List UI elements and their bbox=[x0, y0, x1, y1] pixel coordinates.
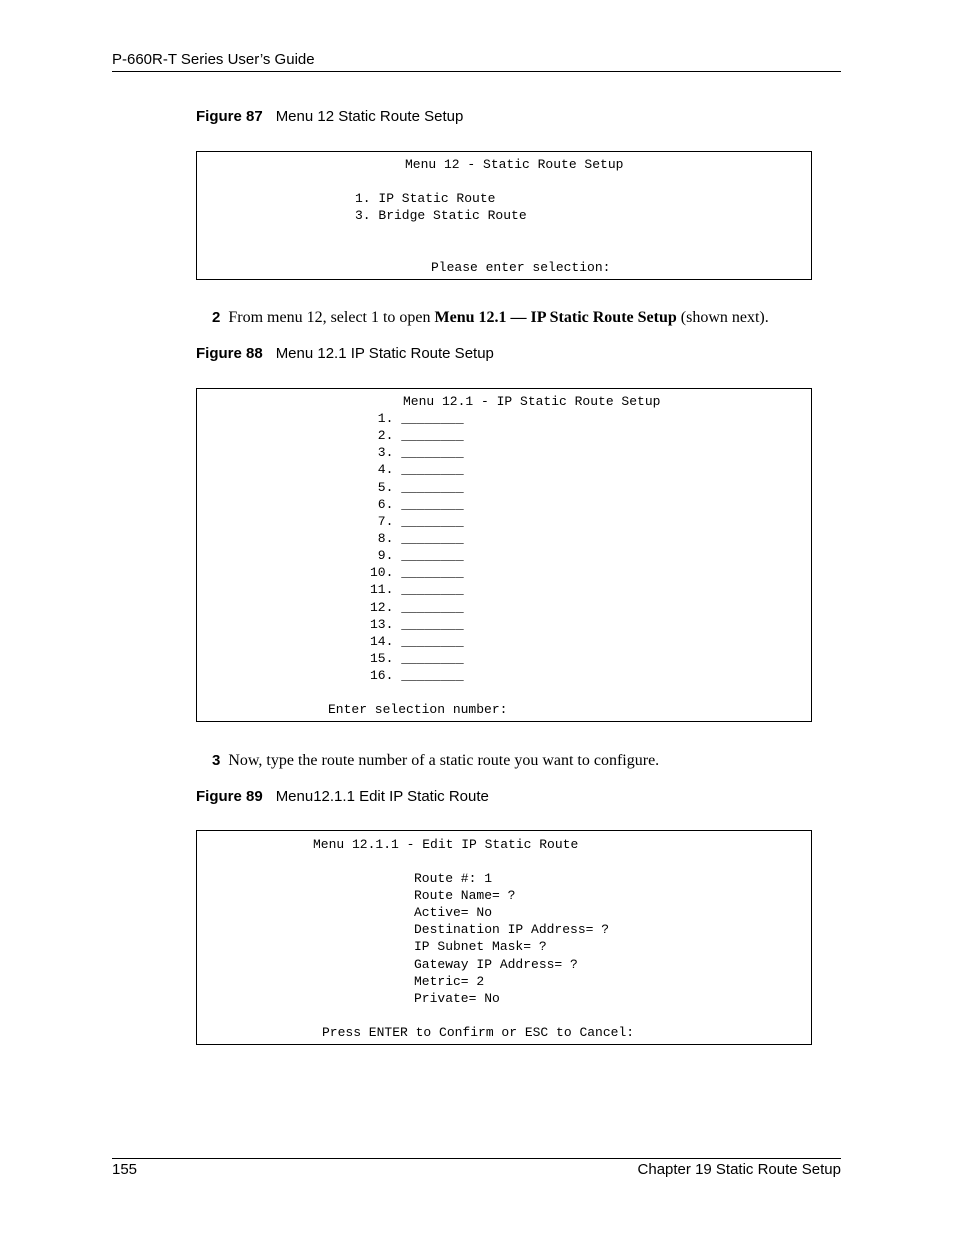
route-entry-11: 11. ________ bbox=[370, 582, 464, 597]
menu-12-1-1-title: Menu 12.1.1 - Edit IP Static Route bbox=[313, 837, 579, 852]
field-destination-ip: Destination IP Address= ? bbox=[414, 922, 610, 937]
route-entry-1: 1. ________ bbox=[370, 411, 464, 426]
route-entry-10: 10. ________ bbox=[370, 565, 464, 580]
menu-12-prompt: Please enter selection: bbox=[431, 260, 611, 275]
figure-89-label: Figure 89 bbox=[196, 788, 263, 805]
route-entry-16: 16. ________ bbox=[370, 668, 464, 683]
field-route-number: Route #: 1 bbox=[414, 871, 493, 886]
menu-12-1-title: Menu 12.1 - IP Static Route Setup bbox=[403, 394, 661, 409]
figure-87-caption bbox=[196, 108, 463, 125]
header-rule bbox=[112, 71, 841, 72]
menu-12-1-1-prompt: Press ENTER to Confirm or ESC to Cancel: bbox=[322, 1025, 635, 1040]
step-3 bbox=[212, 752, 659, 770]
field-metric: Metric= 2 bbox=[414, 974, 485, 989]
route-entry-14: 14. ________ bbox=[370, 634, 464, 649]
step-3-text: Now, type the route number of a static route you want to configure. bbox=[228, 752, 660, 769]
figure-88-screen bbox=[196, 388, 812, 722]
step-2-menu-reference: Menu 12.1 — IP Static Route Setup bbox=[434, 309, 677, 326]
footer-rule bbox=[112, 1158, 841, 1159]
route-entry-9: 9. ________ bbox=[370, 548, 464, 563]
figure-89-title: Menu12.1.1 Edit IP Static Route bbox=[275, 788, 489, 805]
figure-87-label: Figure 87 bbox=[196, 108, 263, 125]
menu-12-item-1: 1. IP Static Route bbox=[355, 191, 496, 206]
step-2-number: 2 bbox=[212, 309, 221, 326]
route-entry-2: 2. ________ bbox=[370, 428, 464, 443]
field-subnet-mask: IP Subnet Mask= ? bbox=[414, 939, 547, 954]
figure-88-title: Menu 12.1 IP Static Route Setup bbox=[275, 345, 494, 362]
chapter-title: Chapter 19 Static Route Setup bbox=[637, 1161, 841, 1178]
figure-88-caption bbox=[196, 345, 494, 362]
page-number: 155 bbox=[112, 1161, 138, 1178]
figure-88-label: Figure 88 bbox=[196, 345, 263, 362]
field-route-name: Route Name= ? bbox=[414, 888, 516, 903]
step-2 bbox=[212, 309, 769, 327]
step-2-text-before: From menu 12, select 1 to open bbox=[228, 309, 435, 326]
field-gateway-ip: Gateway IP Address= ? bbox=[414, 957, 578, 972]
figure-89-screen bbox=[196, 830, 812, 1045]
route-entry-3: 3. ________ bbox=[370, 445, 464, 460]
field-active: Active= No bbox=[414, 905, 493, 920]
route-entry-13: 13. ________ bbox=[370, 617, 464, 632]
route-entry-6: 6. ________ bbox=[370, 497, 464, 512]
figure-87-title: Menu 12 Static Route Setup bbox=[275, 108, 464, 125]
menu-12-1-prompt: Enter selection number: bbox=[328, 702, 508, 717]
menu-12-title: Menu 12 - Static Route Setup bbox=[405, 157, 624, 172]
figure-89-caption bbox=[196, 788, 489, 805]
route-entry-7: 7. ________ bbox=[370, 514, 464, 529]
step-3-number: 3 bbox=[212, 752, 221, 769]
field-private: Private= No bbox=[414, 991, 500, 1006]
route-entry-12: 12. ________ bbox=[370, 600, 464, 615]
figure-87-screen bbox=[196, 151, 812, 280]
step-2-text-after: (shown next). bbox=[676, 309, 769, 326]
route-entry-5: 5. ________ bbox=[370, 480, 464, 495]
route-entry-4: 4. ________ bbox=[370, 462, 464, 477]
route-entry-15: 15. ________ bbox=[370, 651, 464, 666]
page-header-title: P-660R-T Series User’s Guide bbox=[112, 51, 315, 68]
menu-12-item-3: 3. Bridge Static Route bbox=[355, 208, 527, 223]
route-entry-8: 8. ________ bbox=[370, 531, 464, 546]
